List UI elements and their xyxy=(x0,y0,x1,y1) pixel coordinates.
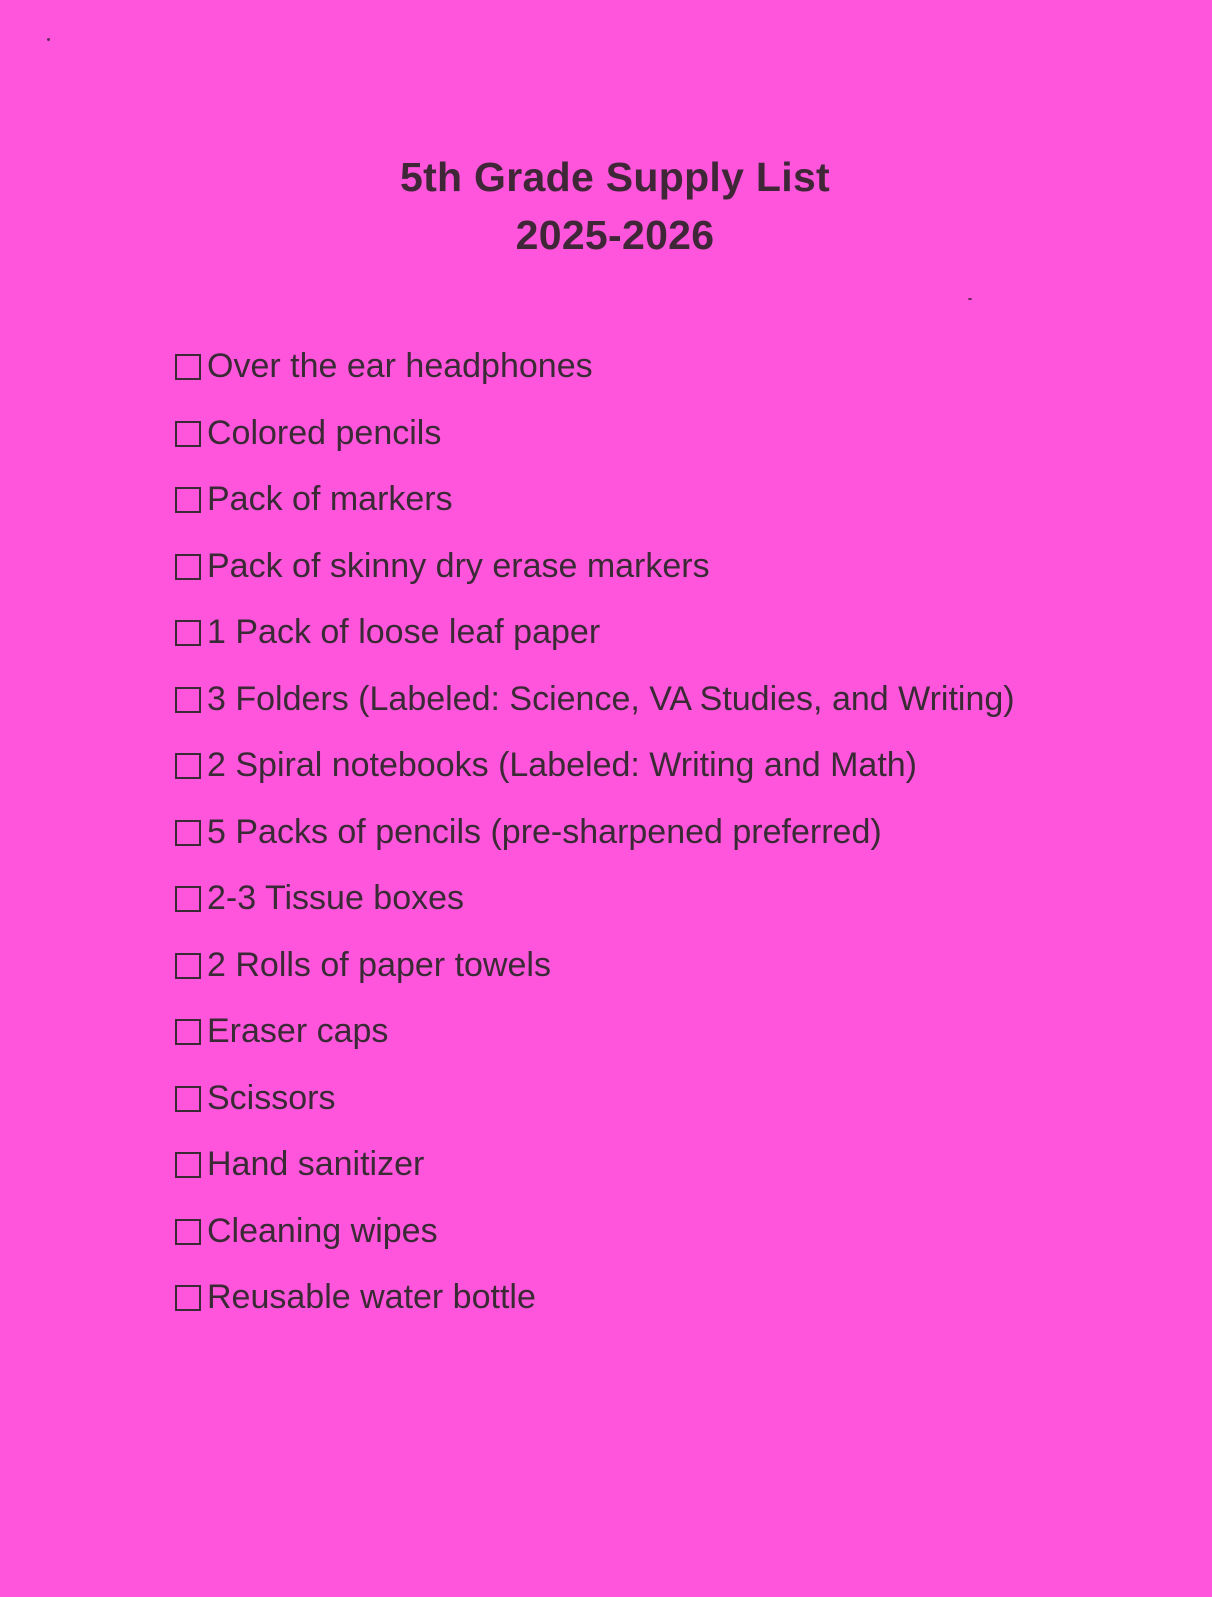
checkbox[interactable] xyxy=(175,1019,201,1045)
checklist-item xyxy=(175,1131,1015,1198)
checkbox[interactable] xyxy=(175,953,201,979)
checkbox[interactable] xyxy=(175,421,201,447)
checklist-item xyxy=(175,533,1015,600)
checklist-item xyxy=(175,666,1015,733)
checkbox[interactable] xyxy=(175,487,201,513)
checklist-item xyxy=(175,732,1015,799)
item-label: Eraser caps xyxy=(207,1012,389,1051)
checkbox[interactable] xyxy=(175,687,201,713)
paper-speck xyxy=(968,298,972,300)
item-label: 2 Rolls of paper towels xyxy=(207,945,551,984)
checkbox[interactable] xyxy=(175,886,201,912)
item-label: Scissors xyxy=(207,1078,336,1117)
item-label: 2 Spiral notebooks (Labeled: Writing and Math) xyxy=(207,746,917,785)
checklist-item xyxy=(175,998,1015,1065)
checkbox[interactable] xyxy=(175,354,201,380)
checklist-item xyxy=(175,1065,1015,1132)
item-label: Over the ear headphones xyxy=(207,347,593,386)
checklist-item xyxy=(175,466,1015,533)
item-label: Hand sanitizer xyxy=(207,1145,425,1184)
checklist-item xyxy=(175,932,1015,999)
item-label: 1 Pack of loose leaf paper xyxy=(207,613,601,652)
checklist-item xyxy=(175,1264,1015,1331)
item-label: 2-3 Tissue boxes xyxy=(207,879,465,918)
item-label: Pack of markers xyxy=(207,480,453,519)
item-label: Reusable water bottle xyxy=(207,1278,536,1317)
checklist-item xyxy=(175,400,1015,467)
checkbox[interactable] xyxy=(175,620,201,646)
checklist-item xyxy=(175,333,1015,400)
checkbox[interactable] xyxy=(175,1219,201,1245)
checkbox[interactable] xyxy=(175,554,201,580)
document-title: 5th Grade Supply List xyxy=(399,154,831,200)
document-header xyxy=(0,148,1212,264)
checklist-item xyxy=(175,599,1015,666)
school-year: 2025-2026 xyxy=(515,212,715,258)
checklist-item xyxy=(175,865,1015,932)
item-label: 5 Packs of pencils (pre-sharpened preferred) xyxy=(207,812,882,851)
paper-speck xyxy=(47,38,50,41)
checkbox[interactable] xyxy=(175,1285,201,1311)
item-label: Cleaning wipes xyxy=(207,1211,438,1250)
checkbox[interactable] xyxy=(175,753,201,779)
supply-checklist xyxy=(175,333,1015,1331)
item-label: 3 Folders (Labeled: Science, VA Studies, and Writing) xyxy=(207,679,1015,718)
checkbox[interactable] xyxy=(175,820,201,846)
checkbox[interactable] xyxy=(175,1086,201,1112)
item-label: Pack of skinny dry erase markers xyxy=(207,546,710,585)
item-label: Colored pencils xyxy=(207,413,442,452)
checklist-item xyxy=(175,799,1015,866)
checklist-item xyxy=(175,1198,1015,1265)
checkbox[interactable] xyxy=(175,1152,201,1178)
